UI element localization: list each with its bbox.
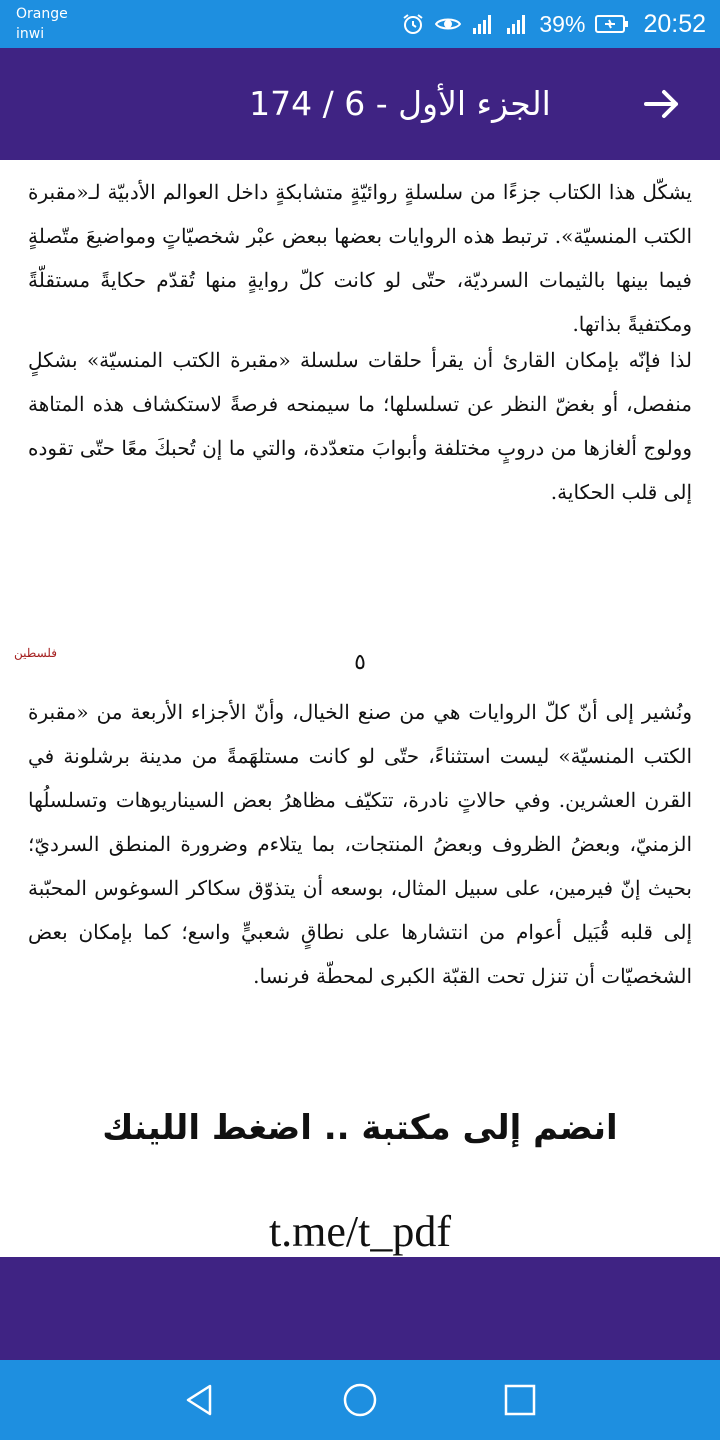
status-bar <box>0 0 720 48</box>
promo-link[interactable]: t.me/t_pdf <box>268 1207 452 1256</box>
page-title: الجزء الأول - 6 / 174 <box>249 84 551 123</box>
signal-1-icon <box>471 12 495 36</box>
bottom-band <box>0 1257 720 1360</box>
battery-icon <box>595 14 629 34</box>
watermark: فلسطين <box>14 646 58 660</box>
nav-back-icon[interactable] <box>180 1380 220 1420</box>
carrier-line-2: inwi <box>16 26 45 42</box>
paragraph-3: ونُشير إلى أنّ كلّ الروايات هي من صنع الخيال، وأنّ الأجزاء الأربعة من «مقبرة الكتب المنسيّة» ليست استثناءً، حتّى لو كانت مستلهَمةً من مدينة برشلونة في القرن العشرين. وفي حالاتٍ نادرة، تتكيّف مظاهرُ بعض السيناريوهات وتسلسلُها الزمنيّ، وبعضُ الظروف وبعضُ المنتجات، بما يتلاءم وضرورة المنطق السرديّ؛ بحيث إنّ فيرمين، على سبيل المثال، بوسعه أن يتذوّق سكاكر السوغوس المحبّبة إلى قلبه قُبَيل أعوام من انتشارها على نطاقٍ شعبيٍّ واسع؛ كما بإمكان بعض الشخصيّات أن تنزل تحت القبّة الكبرى لمحطّة فرنسا. <box>28 700 692 988</box>
paragraph-2: لذا فإنّه بإمكان القارئ أن يقرأ حلقات سلسلة «مقبرة الكتب المنسيّة» بشكلٍ منفصل، أو بغضّ النظر عن تسلسلها؛ ما سيمنحه فرصةً لاستكشاف هذه المتاهة وولوج ألغازها من دروبٍ مختلفة وأبوابَ متعدّدة، والتي ما إن تُحبكَ معًا حتّى تقوده إلى قلب الحكاية. <box>28 348 692 504</box>
carrier-label <box>16 4 68 44</box>
app-bar <box>0 48 720 160</box>
signal-2-icon <box>505 12 529 36</box>
page-number: ٥ <box>354 650 366 675</box>
promo-text: انضم إلى مكتبة .. اضغط اللينك <box>102 1108 618 1148</box>
battery-percent: 39% <box>539 10 586 37</box>
nav-recent-icon[interactable] <box>500 1380 540 1420</box>
clock: 20:52 <box>643 9 706 38</box>
navigation-bar <box>0 1360 720 1440</box>
nav-home-icon[interactable] <box>340 1380 380 1420</box>
alarm-icon <box>401 12 425 36</box>
arrow-right-icon[interactable] <box>642 84 682 124</box>
book-page[interactable] <box>0 160 720 1257</box>
eye-icon <box>435 12 461 36</box>
paragraph-1: يشكّل هذا الكتاب جزءًا من سلسلةٍ روائيّةٍ متشابكةٍ داخل العوالم الأدبيّة لـ«مقبرة الكتب المنسيّة». ترتبط هذه الروايات بعضها ببعض عبْر شخصيّاتٍ ومواضيعَ متّصلةٍ فيما بينها بالثيمات السرديّة، حتّى لو كانت كلّ روايةٍ منها تُقدّم حكايةً مستقلّةً ومكتفيةً بذاتها. <box>28 180 693 336</box>
carrier-line-1: Orange <box>16 6 68 22</box>
status-icons <box>401 10 706 38</box>
